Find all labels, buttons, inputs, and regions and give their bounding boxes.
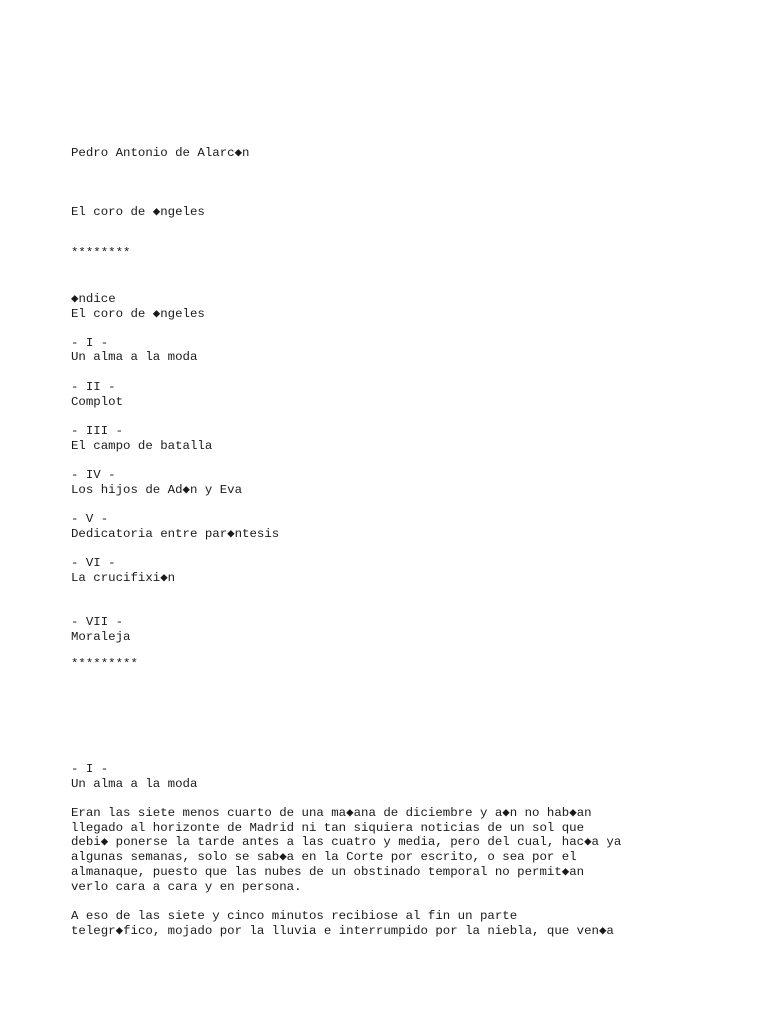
book-title: El coro de ◆ngeles (71, 205, 205, 219)
paragraph-1-line-6: verlo cara a cara y en persona. (71, 879, 302, 894)
paragraph-1-line-3: debi◆ ponerse la tarde antes a las cuatro y media, pero del cual, hac◆a ya (71, 835, 622, 850)
index-entry-numeral-5: - V - (71, 512, 109, 526)
index-subtitle: El coro de ◆ngeles (71, 307, 205, 321)
index-entry-title-4: Los hijos de Ad◆n y Eva (71, 483, 243, 497)
author-name: Pedro Antonio de Alarc◆n (71, 146, 250, 160)
separator-top: ******** (71, 246, 131, 260)
index-entry-title-6: La crucifixi◆n (71, 571, 176, 585)
index-entry-numeral-1: - I - (71, 336, 109, 350)
chapter-numeral: - I - (71, 762, 109, 776)
index-entry-title-1: Un alma a la moda (71, 350, 198, 364)
index-entry-numeral-4: - IV - (71, 468, 116, 482)
separator-bottom: ********* (71, 657, 138, 671)
paragraph-1-line-4: algunas semanas, solo se sab◆a en la Corte por escrito, o sea por el (71, 850, 577, 865)
paragraph-2-line-1: A eso de las siete y cinco minutos recibiose al fin un parte (71, 909, 518, 923)
paragraph-1-line-5: almanaque, puesto que las nubes de un obstinado temporal no permit◆an (71, 864, 585, 879)
paragraph-1-line-2: llegado al horizonte de Madrid ni tan siquiera noticias de un sol que (71, 820, 585, 835)
paragraph-1-line-1: Eran las siete menos cuarto de una ma◆ana de diciembre y a◆n no hab◆an (71, 806, 592, 820)
index-entry-title-5: Dedicatoria entre par◆ntesis (71, 527, 280, 541)
index-entry-numeral-6: - VI - (71, 556, 116, 570)
chapter-title: Un alma a la moda (71, 777, 198, 791)
index-entry-numeral-7: - VII - (71, 615, 124, 629)
index-entry-numeral-2: - II - (71, 380, 116, 394)
index-entry-title-3: El campo de batalla (71, 439, 213, 453)
index-entry-title-7: Moraleja (71, 630, 131, 644)
index-entry-title-2: Complot (71, 395, 124, 409)
index-heading: ◆ndice (71, 292, 116, 306)
paragraph-2-line-2: telegr◆fico, mojado por la lluvia e interrumpido por la niebla, que ven◆a (71, 923, 614, 938)
index-entry-numeral-3: - III - (71, 424, 124, 438)
